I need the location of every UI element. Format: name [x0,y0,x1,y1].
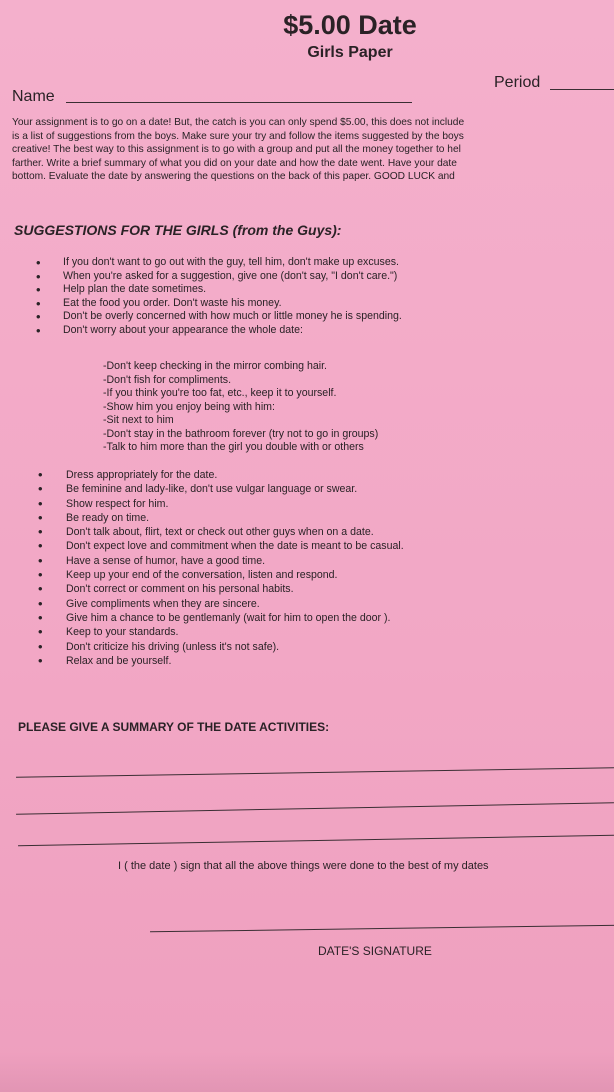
appearance-sub-list [103,360,378,455]
list-item: • Don't be overly concerned with how much or little money he is spending. [36,310,402,324]
sub-list-item: -If you think you're too fat, etc., keep it to yourself. [103,387,337,399]
page-subtitle: Girls Paper [307,44,393,61]
name-blank-line [66,102,412,103]
list-item: • Keep to your standards. [38,625,404,639]
instruction-line: bottom. Evaluate the date by answering the questions on the back of this paper. GOOD LUCK and [12,171,455,182]
suggestion-list-bottom [38,468,404,668]
sub-list-item: -Talk to him more than the girl you double with or others [103,441,364,453]
list-item: • If you don't want to go out with the guy, tell him, don't make up excuses. [36,256,402,270]
list-item: • Give him a chance to be gentlemanly (wait for him to open the door ). [38,611,404,625]
sub-list-item: -Show him you enjoy being with him: [103,400,275,413]
instruction-line: creative! The best way to this assignment is to go with a group and put all the money together to hel [12,144,461,155]
list-item: • Don't talk about, flirt, text or check out other guys when on a date. [38,525,404,539]
sub-list-item: -Don't fish for compliments. [103,373,232,386]
instruction-line: Your assignment is to go on a date! But, the catch is you can only spend $5.00, this does not include [12,117,465,128]
summary-heading: PLEASE GIVE A SUMMARY OF THE DATE ACTIVITIES: [18,720,330,734]
summary-line [16,767,614,777]
list-item: • Don't expect love and commitment when the date is meant to be casual. [38,539,404,553]
period-blank-line [550,89,614,90]
list-item: • Don't correct or comment on his personal habits. [38,582,404,596]
list-item: • Give compliments when they are sincere. [38,597,404,611]
signature-label: DATE'S SIGNATURE [318,944,432,958]
sub-list-item: -Sit next to him [103,414,174,426]
list-item: • Be feminine and lady-like, don't use vulgar language or swear. [38,482,404,496]
summary-line [18,835,614,846]
instruction-line: is a list of suggestions from the boys. Make sure your try and follow the items suggested by the boys [12,130,464,142]
suggestions-heading: SUGGESTIONS FOR THE GIRLS (from the Guys): [14,222,342,238]
suggestion-list-top [36,256,402,337]
signature-line [150,925,614,933]
list-item: • Don't criticize his driving (unless it's not safe). [38,640,404,654]
name-label: Name [12,88,55,105]
summary-line [16,802,614,814]
instruction-line: farther. Write a brief summary of what you did on your date and how the date went. Have your date [12,157,457,169]
period-label: Period [494,74,541,91]
list-item: • Eat the food you order. Don't waste his money. [36,297,402,311]
list-item: • Help plan the date sometimes. [36,283,402,297]
list-item: • Don't worry about your appearance the whole date: [36,324,402,338]
page-shadow [0,1052,614,1092]
list-item: • When you're asked for a suggestion, give one (don't say, "I don't care.") [36,270,402,284]
sub-list-item: -Don't keep checking in the mirror combing hair. [103,360,328,372]
list-item: • Dress appropriately for the date. [38,468,404,482]
list-item: • Have a sense of humor, have a good time. [38,554,404,568]
list-item: • Keep up your end of the conversation, listen and respond. [38,568,404,582]
page-title: $5.00 Date [283,10,417,40]
list-item: • Relax and be yourself. [38,654,404,668]
sub-list-item: -Don't stay in the bathroom forever (try not to go in groups) [103,427,379,440]
list-item: • Show respect for him. [38,497,404,511]
list-item: • Be ready on time. [38,511,404,525]
certification-statement: I ( the date ) sign that all the above things were done to the best of my dates [118,860,489,872]
assignment-instructions [12,116,614,184]
